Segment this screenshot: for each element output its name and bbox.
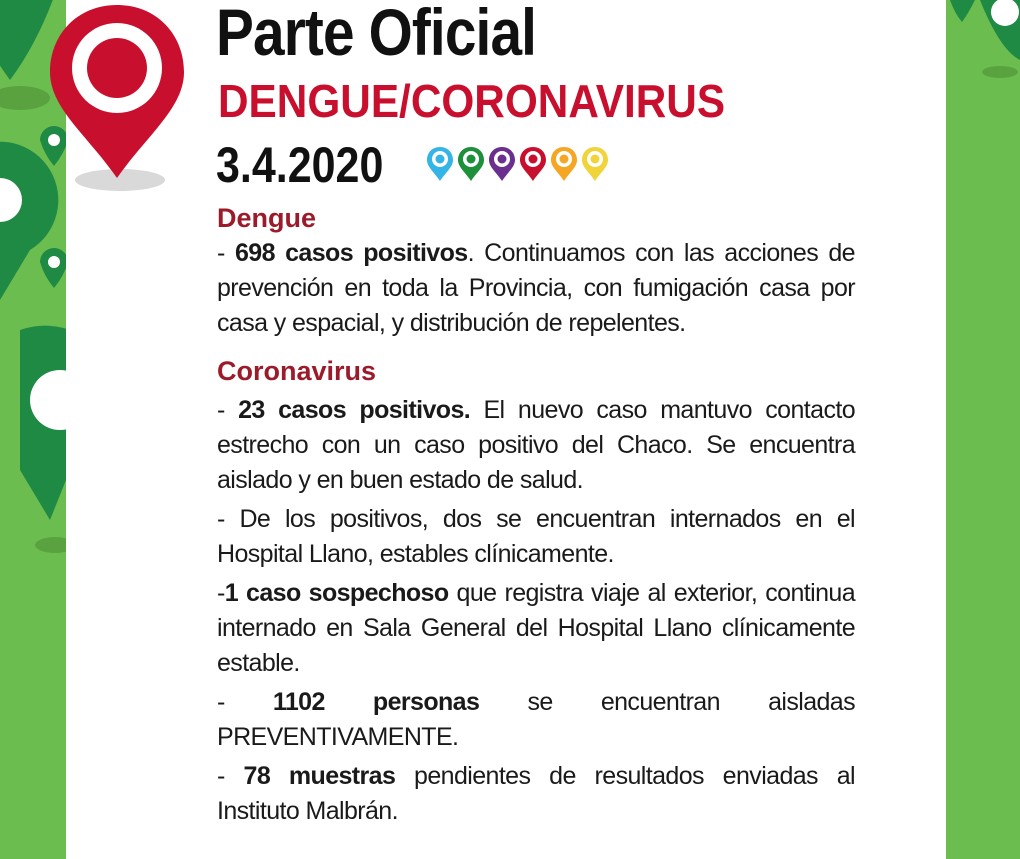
coronavirus-text-3: que registra viaje al exterior, continua internado en Sala General del Hospital Llano clínicamente estable.: [217, 579, 855, 677]
coronavirus-cases: 23 casos positivos.: [238, 396, 471, 424]
pin-red-icon: [520, 147, 546, 181]
section-heading-coronavirus: Coronavirus: [217, 356, 377, 386]
bullet-dash: -: [217, 762, 244, 790]
bullet-dash: -: [217, 688, 273, 716]
dengue-paragraph: [217, 236, 855, 341]
coronavirus-paragraph-5: [217, 759, 855, 829]
section-heading-dengue: Dengue: [217, 203, 317, 233]
background-pin-icon: [980, 0, 1020, 60]
isolated-persons: 1102 personas: [272, 688, 480, 716]
dengue-text: . Continuamos con las acciones de prevención en toda la Provincia, con fumigación casa por casa y espacial, y distribución de repelentes.: [217, 239, 855, 337]
page-subtitle: DENGUE/CORONAVIRUS: [218, 75, 726, 127]
coronavirus-text-5: pendientes de resultados enviadas al Instituto Malbrán.: [217, 762, 855, 825]
coronavirus-paragraph-4: [217, 685, 855, 755]
colored-pins-row: [426, 145, 616, 185]
pin-blue-icon: [427, 147, 453, 181]
background-pin-icon: [950, 0, 975, 22]
coronavirus-text-1: El nuevo caso mantuvo contacto estrecho con un caso positivo del Chaco. Se encuentra aislado y en buen estado de salud.: [217, 396, 855, 494]
coronavirus-paragraph-1: [217, 393, 855, 498]
dengue-cases: 698 casos positivos: [234, 239, 468, 267]
bullet-dash: -: [217, 579, 225, 607]
pin-purple-icon: [489, 147, 515, 181]
report-date: 3.4.2020: [216, 137, 384, 193]
bullet-dash: -: [217, 396, 239, 424]
pin-orange-icon: [551, 147, 577, 181]
suspected-cases: 1 caso sospechoso: [224, 579, 449, 607]
coronavirus-paragraph-3: [217, 576, 855, 681]
bullet-dash: -: [217, 239, 235, 267]
pin-green-icon: [458, 147, 484, 181]
coronavirus-paragraph-2: - De los positivos, dos se encuentran internados en el Hospital Llano, estables clínicamente.: [217, 505, 855, 568]
background-pin-icon: [40, 248, 68, 288]
coronavirus-text-4: se encuentran aisladas PREVENTIVAMENTE.: [217, 688, 856, 751]
page-title: Parte Oficial: [216, 0, 537, 69]
report-body: [217, 200, 855, 829]
map-pin-icon: [42, 0, 192, 195]
pending-samples: 78 muestras: [243, 762, 396, 790]
pin-yellow-icon: [582, 147, 608, 181]
